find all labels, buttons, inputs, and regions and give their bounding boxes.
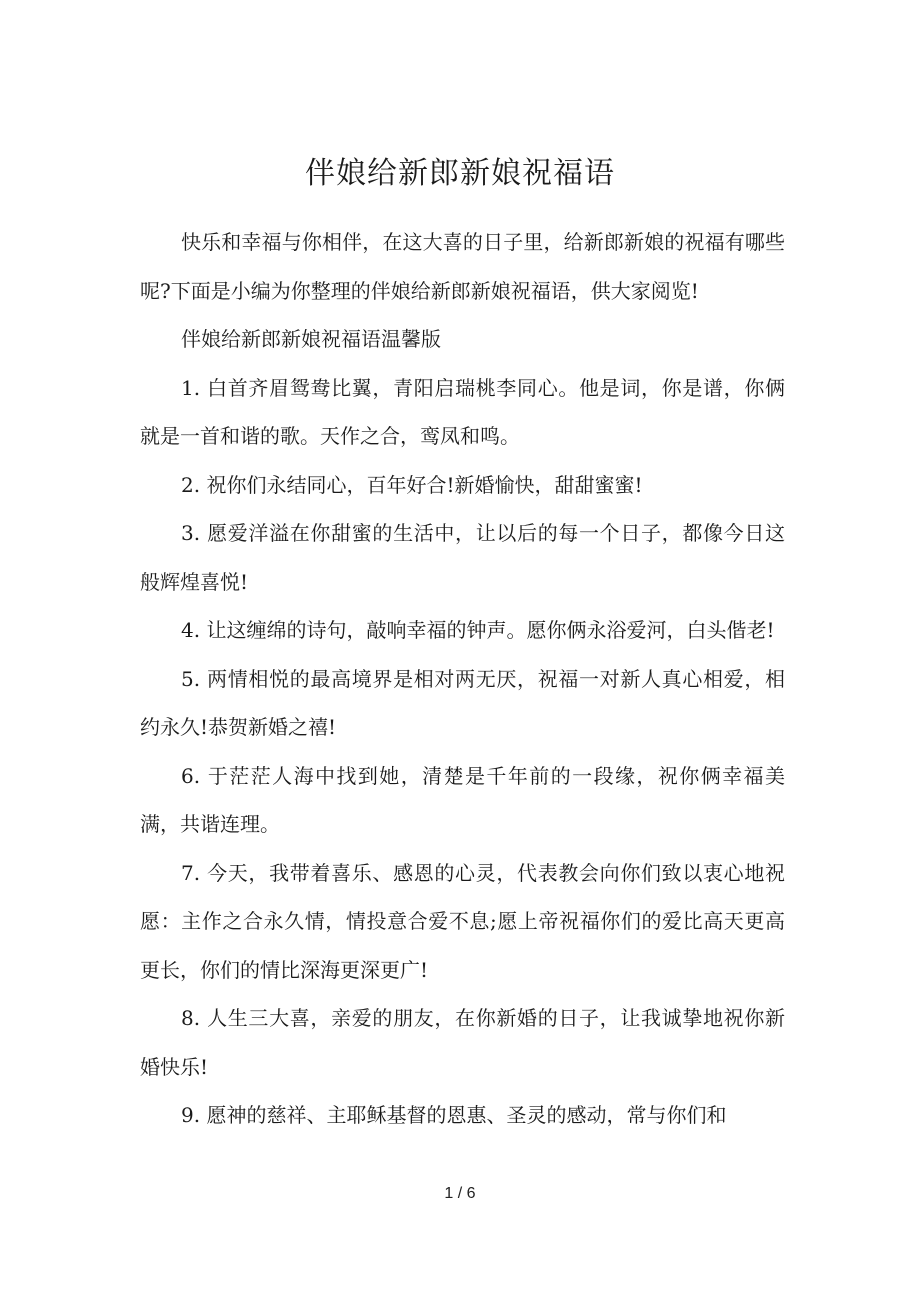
list-item: 2. 祝你们永结同心，百年好合!新婚愉快，甜甜蜜蜜! [181,472,643,497]
list-item: 1. 白首齐眉鸳鸯比翼，青阳启瑞桃李同心。他是词，你是谱，你俩就是一首和谐的歌。天作之合，鸾凤和鸣。 [140,375,785,448]
list-item: 4. 让这缠绵的诗句，敲响幸福的钟声。愿你俩永浴爱河，白头偕老! [181,618,775,642]
list-item: 7. 今天，我带着喜乐、感恩的心灵，代表教会向你们致以衷心地祝愿：主作之合永久情，情投意合爱不息;愿上帝祝福你们的爱比高天更高更长，你们的情比深海更深更广! [140,860,785,982]
list-item: 5. 两情相悦的最高境界是相对两无厌，祝福一对新人真心相爱，相约永久!恭贺新婚之禧! [140,666,785,739]
intro-paragraph: 快乐和幸福与你相伴，在这大喜的日子里，给新郎新娘的祝福有哪些呢?下面是小编为你整理的伴娘给新郎新娘祝福语，供大家阅览! [140,230,785,303]
list-item: 3. 愿爱洋溢在你甜蜜的生活中，让以后的每一个日子，都像今日这般辉煌喜悦! [140,521,785,594]
page-number: 1 / 6 [444,1185,476,1202]
section-heading: 伴娘给新郎新娘祝福语温馨版 [181,327,441,351]
list-item: 9. 愿神的慈祥、主耶稣基督的恩惠、圣灵的感动，常与你们和 [181,1103,727,1127]
list-item: 6. 于茫茫人海中找到她，清楚是千年前的一段缘，祝你俩幸福美满，共谐连理。 [140,763,785,836]
page-title: 伴娘给新郎新娘祝福语 [305,156,615,191]
list-item: 8. 人生三大喜，亲爱的朋友，在你新婚的日子，让我诚挚地祝你新婚快乐! [140,1006,785,1079]
document-body [140,218,785,1140]
